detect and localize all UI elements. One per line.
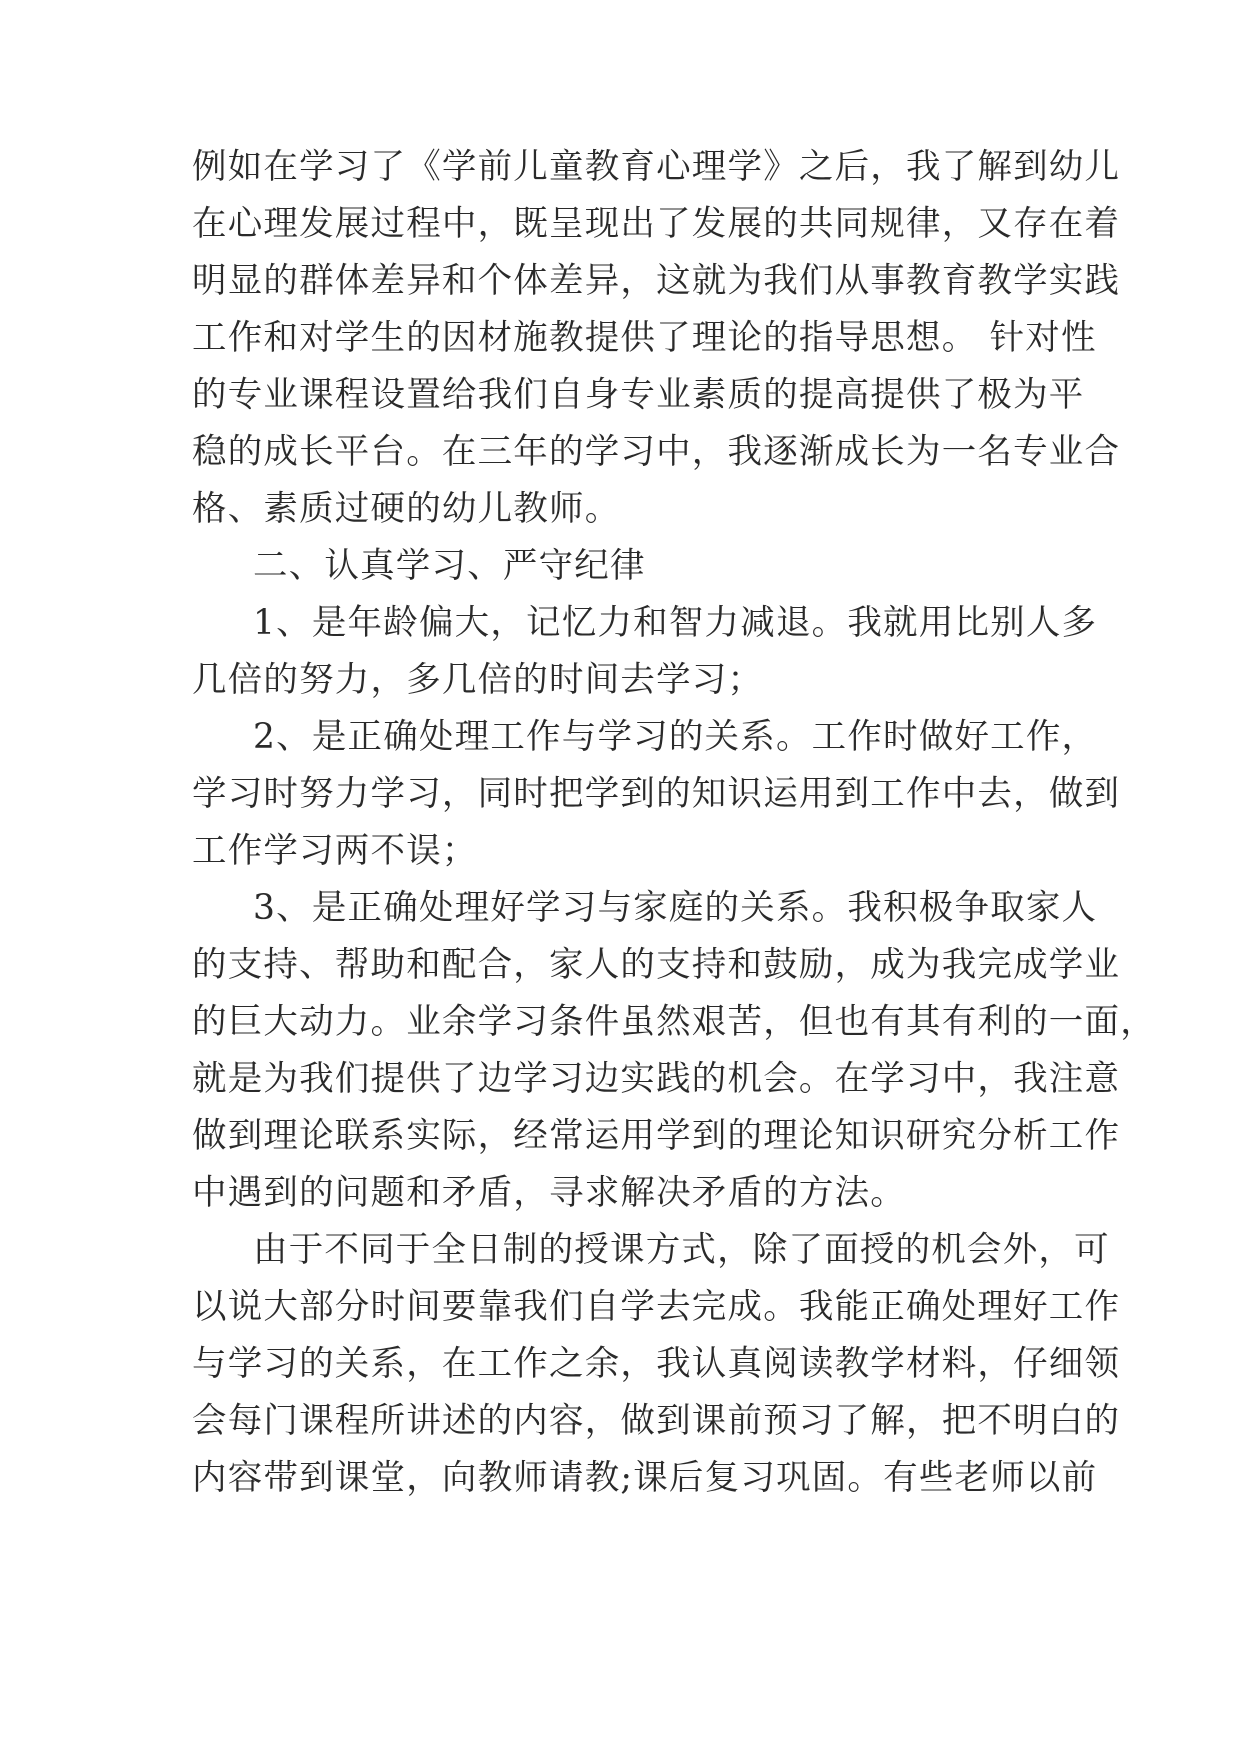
text-line-13: 工作学习两不误； [192, 831, 478, 871]
text-line-9: 1、是年龄偏大，记忆力和智力减退。我就用比别人多 [253, 603, 1098, 643]
text-line-4: 工作和对学生的因材施教提供了理论的指导思想。 针对性 [192, 318, 1097, 358]
text-line-20: 由于不同于全日制的授课方式，除了面授的机会外，可 [253, 1230, 1110, 1270]
text-line-7: 格、素质过硬的幼儿教师。 [192, 489, 621, 529]
text-line-16: 的巨大动力。业余学习条件虽然艰苦，但也有其有利的一面， [192, 1002, 1156, 1042]
text-line-24: 内容带到课堂，向教师请教;课后复习巩固。有些老师以前 [192, 1458, 1098, 1498]
text-line-12: 学习时努力学习，同时把学到的知识运用到工作中去，做到 [192, 774, 1121, 814]
text-line-6: 稳的成长平台。在三年的学习中，我逐渐成长为一名专业合 [192, 432, 1121, 472]
text-line-1: 例如在学习了《学前儿童教育心理学》之后，我了解到幼儿 [192, 147, 1121, 187]
text-line-18: 做到理论联系实际，经常运用学到的理论知识研究分析工作 [192, 1116, 1121, 1156]
text-line-2: 在心理发展过程中，既呈现出了发展的共同规律，又存在着 [192, 204, 1121, 244]
text-line-11: 2、是正确处理工作与学习的关系。工作时做好工作， [253, 717, 1098, 757]
text-line-21: 以说大部分时间要靠我们自学去完成。我能正确处理好工作 [192, 1287, 1121, 1327]
text-line-15: 的支持、帮助和配合，家人的支持和鼓励，成为我完成学业 [192, 945, 1121, 985]
section-heading: 二、认真学习、严守纪律 [253, 546, 646, 586]
text-line-3: 明显的群体差异和个体差异，这就为我们从事教育教学实践 [192, 261, 1121, 301]
text-line-19: 中遇到的问题和矛盾，寻求解决矛盾的方法。 [192, 1173, 906, 1213]
text-line-5: 的专业课程设置给我们自身专业素质的提高提供了极为平 [192, 375, 1085, 415]
text-line-23: 会每门课程所讲述的内容，做到课前预习了解，把不明白的 [192, 1401, 1121, 1441]
text-line-14: 3、是正确处理好学习与家庭的关系。我积极争取家人 [253, 888, 1098, 928]
text-line-10: 几倍的努力，多几倍的时间去学习； [192, 660, 764, 700]
text-line-17: 就是为我们提供了边学习边实践的机会。在学习中，我注意 [192, 1059, 1121, 1099]
text-line-22: 与学习的关系，在工作之余，我认真阅读教学材料，仔细领 [192, 1344, 1121, 1384]
